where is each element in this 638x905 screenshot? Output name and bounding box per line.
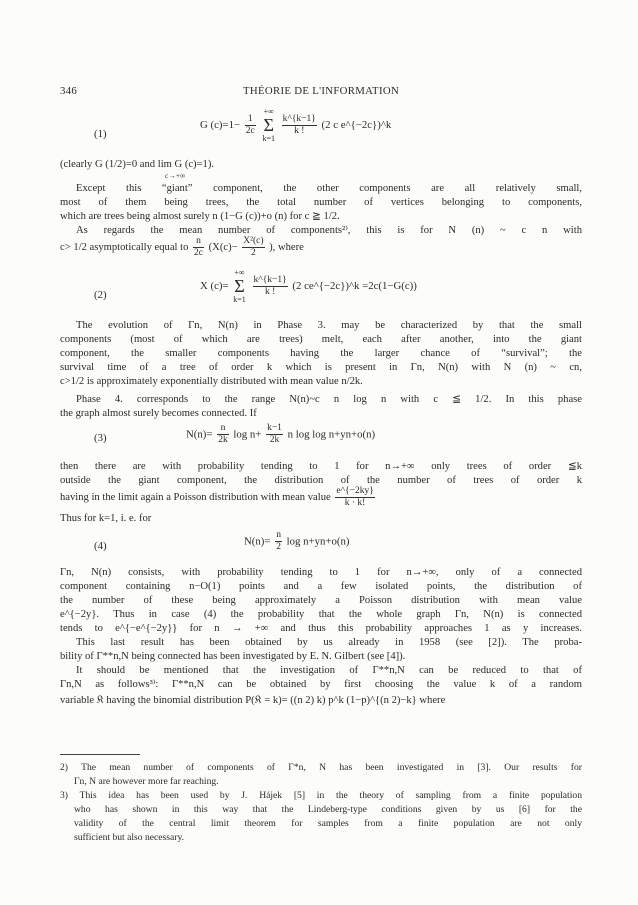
eq3-lhs: N(n)= — [186, 428, 213, 441]
eq4-frac: $\frac{n}{2}$ — [276, 530, 281, 552]
para5-line8: It should be mentioned that the investigation of Γ**n,N can be reduced to that of — [76, 665, 582, 676]
equation-2 — [200, 268, 417, 304]
clearly-line: (clearly G (1/2)=0 and lim G (c)=1). — [60, 159, 215, 170]
para2-line5: c>1/2 is approximately exponentially distributed with mean value n/2k. — [60, 376, 363, 387]
poisson-line — [60, 486, 377, 509]
eq3-frac1: $\frac{n}{2k}$ — [218, 423, 228, 445]
asym-suffix: ), where — [269, 242, 304, 253]
footnote-2-line2: Γn, N are however more far reaching. — [74, 776, 219, 787]
para2-line2: components (most of which are trees) melt, each after another, into the giant — [60, 334, 582, 345]
para5-line7: bility of Γ**n,N being connected has been investigated by E. N. Gilbert (see [4]). — [60, 651, 406, 662]
para1-line2: most of them being trees, the total number of vertices belonging to components, — [60, 197, 582, 208]
eq1-term: $\frac{k\^{}\{k-1\}}{k !}$ — [282, 113, 316, 136]
lim-subscript: c→+∞ — [165, 171, 186, 180]
para2-line1: The evolution of Γn, N(n) in Phase 3. may be characterized by that the small — [76, 320, 582, 331]
eq3-label: (3) — [94, 432, 107, 444]
para1-line3: which are trees being almost surely n (1−G (c))+o (n) for c ≧ 1/2. — [60, 211, 340, 222]
asym-prefix: c> 1/2 asymptotically equal to — [60, 242, 189, 253]
page-number: 346 — [60, 85, 78, 97]
eq1-lhs: G (c)=1− — [200, 119, 241, 131]
eq4-rest: log n+yn+o(n) — [286, 535, 350, 548]
para1-line1: Except this “giant” component, the other components are all relatively small, — [76, 183, 582, 194]
eq3-mid: log n+ — [233, 428, 262, 441]
para5-line2: component containing n−O(1) points and a few isolated points, the distribution of — [60, 581, 582, 592]
footnote-rule — [60, 754, 140, 755]
eq4-label: (4) — [94, 540, 107, 552]
para5-line6: This last result has been obtained by us already in 1958 (see [2]). The proba- — [76, 637, 582, 648]
eq2-term: $\frac{k\^{}\{k-1\}}{k !}$ — [253, 274, 287, 297]
equation-1 — [200, 107, 391, 143]
para3-line2: the graph almost surely becomes connected. If — [60, 408, 257, 419]
eq2-label: (2) — [94, 289, 107, 301]
eq3-frac2: $\frac{k-1}{2k}$ — [267, 423, 282, 445]
asym-mid: (X(c)− — [208, 242, 238, 253]
eq2-sum: +∞ Σ k=1 — [233, 268, 246, 304]
para1-line4: As regards the mean number of components²⁾, this is for N (n) ~ c n with — [76, 225, 582, 236]
para4-line1: then there are with probability tending to 1 for n→+∞ only trees of order ≦k — [60, 461, 582, 472]
eq1-paren: (2 c e^{−2c})^k — [321, 119, 392, 131]
footnote-3-line3: validity of the central limit theorem for samples from a finite population are not only — [74, 818, 582, 829]
asymptotic-line — [60, 236, 304, 259]
eq3-rest: n log log n+yn+o(n) — [287, 428, 376, 441]
para2-line4: survival time of a tree of order k which is present in Γn, N(n) with N (n) ~ cn, — [60, 362, 582, 373]
thus-line: Thus for k=1, i. e. for — [60, 513, 152, 524]
para2-line3: component, the smaller components having the larger chance of “survival”; the — [60, 348, 582, 359]
para4-line2: outside the giant component, the distribution of the number of trees of order k — [60, 475, 582, 486]
poisson-frac: $\frac{e\^{}\{-2ky\}}{k \cdot k!}$ — [336, 486, 374, 508]
para5-line3: the number of these being approximately a Poisson distribution with mean value — [60, 595, 582, 606]
eq2-lhs: X (c)= — [200, 280, 229, 292]
asym-frac2: $\frac{\text{X²(c)}}{2}$ — [243, 236, 264, 258]
eq1-sum: +∞ Σ k=1 — [262, 107, 275, 143]
para5-line5: tends to e^{−e^{−2y}} for n → +∞ and thus this probability approaches 1 as y increases. — [60, 623, 582, 634]
equation-3 — [186, 423, 375, 446]
eq2-rest: (2 ce^{−2c})^k =2c(1−G(c)) — [292, 280, 417, 292]
poisson-text: having in the limit again a Poisson distribution with mean value — [60, 492, 331, 503]
eq1-label: (1) — [94, 128, 107, 140]
para5-line4: e^{−2y}. Thus in case (4) the probability that the whole graph Γn, N(n) is connected — [60, 609, 582, 620]
footnote-3-line4: sufficient but also necessary. — [74, 832, 185, 843]
asym-frac1: $\frac{n}{2c}$ — [194, 236, 203, 258]
para5-line10: variable 𝔎 having the binomial distribution P(𝔎 = k)= ((n 2) k) p^k (1−p)^{(n 2)−k} where — [60, 695, 446, 706]
eq4-lhs: N(n)= — [244, 535, 271, 548]
footnote-2-line1: 2) The mean number of components of Γ*n, N has been investigated in [3]. Our results for — [60, 762, 582, 773]
para5-line1: Γn, N(n) consists, with probability tending to 1 for n→+∞, only of a connected — [60, 567, 582, 578]
footnote-3-line1: 3) This idea has been used by J. Hájek [5] in the theory of sampling from a finite population — [60, 790, 582, 801]
eq1-fraction: $\frac{1}{2c}$ — [245, 113, 255, 136]
equation-4 — [244, 530, 350, 553]
running-title: THÉORIE DE L'INFORMATION — [242, 85, 400, 97]
para3-line1: Phase 4. corresponds to the range N(n)~c n log n with c ≦ 1/2. In this phase — [76, 394, 582, 405]
para5-line9: Γn,N as follows³⁾: Γ**n,N can be obtained by first choosing the value k of a random — [60, 679, 582, 690]
footnote-3-line2: who has shown in this way that the Lindeberg-type conditions given by us [6] for the — [74, 804, 582, 815]
